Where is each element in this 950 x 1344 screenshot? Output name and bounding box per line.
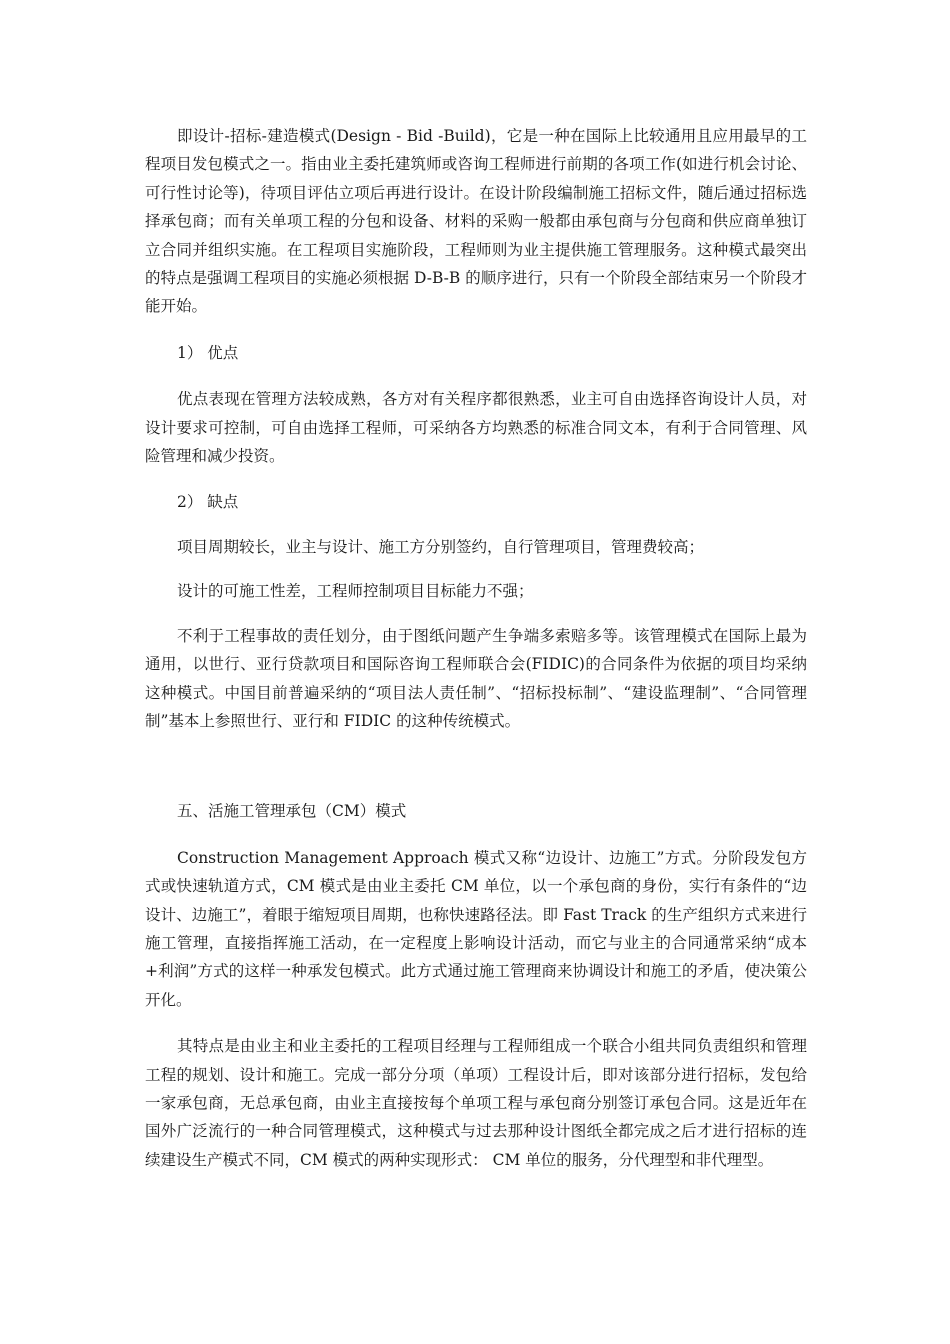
paragraph-disadvantage-1: 项目周期较长，业主与设计、施工方分别签约，自行管理项目，管理费较高； [177, 537, 705, 556]
paragraph-disadvantage-3: 不利于工程事故的责任划分，由于图纸问题产生争端多索赔多等。该管理模式在国际上最为通用，以世行、亚行贷款项目和国际咨询工程师联合会(FIDIC)的合同条件为依据的项目均采纳这种模式。中国目前普遍采纳的“项目法人责任制”、“招标投标制”、“建设监理制”、“合同管理制”基本上参照世行、亚行和 FIDIC 的这种传统模式。 [145, 626, 807, 730]
heading-advantages: 1） 优点 [177, 343, 239, 362]
paragraph-advantages: 优点表现在管理方法较成熟，各方对有关程序都很熟悉，业主可自由选择咨询设计人员，对设计要求可控制，可自由选择工程师，可采纳各方均熟悉的标准合同文本，有利于合同管理、风险管理和减少投资。 [145, 390, 807, 466]
paragraph-cm-intro: Construction Management Approach 模式又称“边设计、边施工”方式。分阶段发包方式或快速轨道方式，CM 模式是由业主委托 CM 单位，以一个承包商的身份，实行有条件的“边设计、边施工”，着眼于缩短项目周期，也称快速路径法。即 Fast Track 的生产组织方式来进行施工管理，直接指挥施工活动，在一定程度上影响设计活动，而它与业主的合同通常采纳“成本+利润”方式的这样一种承发包模式。此方式通过施工管理商来协调设计和施工的矛盾，使决策公开化。 [145, 848, 807, 1009]
heading-disadvantages: 2） 缺点 [177, 493, 239, 512]
heading-cm-mode: 五、活施工管理承包（CM）模式 [177, 802, 407, 821]
paragraph-dbb-intro: 即设计-招标-建造模式(Design - Bid -Build)，它是一种在国际上比较通用且应用最早的工程项目发包模式之一。指由业主委托建筑师或咨询工程师进行前期的各项工作(如进行机会讨论、可行性讨论等)，待项目评估立项后再进行设计。在设计阶段编制施工招标文件，随后通过招标选择承包商；而有关单项工程的分包和设备、材料的采购一般都由承包商与分包商和供应商单独订立合同并组织实施。在工程项目实施阶段，工程师则为业主提供施工管理服务。这种模式最突出的特点是强调工程项目的实施必须根据 D-B-B 的顺序进行，只有一个阶段全部结束另一个阶段才能开始。 [145, 127, 807, 316]
document-page [145, 122, 807, 1174]
paragraph-cm-features: 其特点是由业主和业主委托的工程项目经理与工程师组成一个联合小组共同负责组织和管理工程的规划、设计和施工。完成一部分分项（单项）工程设计后，即对该部分进行招标，发包给一家承包商，无总承包商，由业主直接按每个单项工程与承包商分别签订承包合同。这是近年在国外广泛流行的一种合同管理模式，这种模式与过去那种设计图纸全都完成之后才进行招标的连续建设生产模式不同，CM 模式的两种实现形式： CM 单位的服务，分代理型和非代理型。 [145, 1037, 807, 1169]
paragraph-disadvantage-2: 设计的可施工性差，工程师控制项目目标能力不强； [177, 582, 534, 601]
